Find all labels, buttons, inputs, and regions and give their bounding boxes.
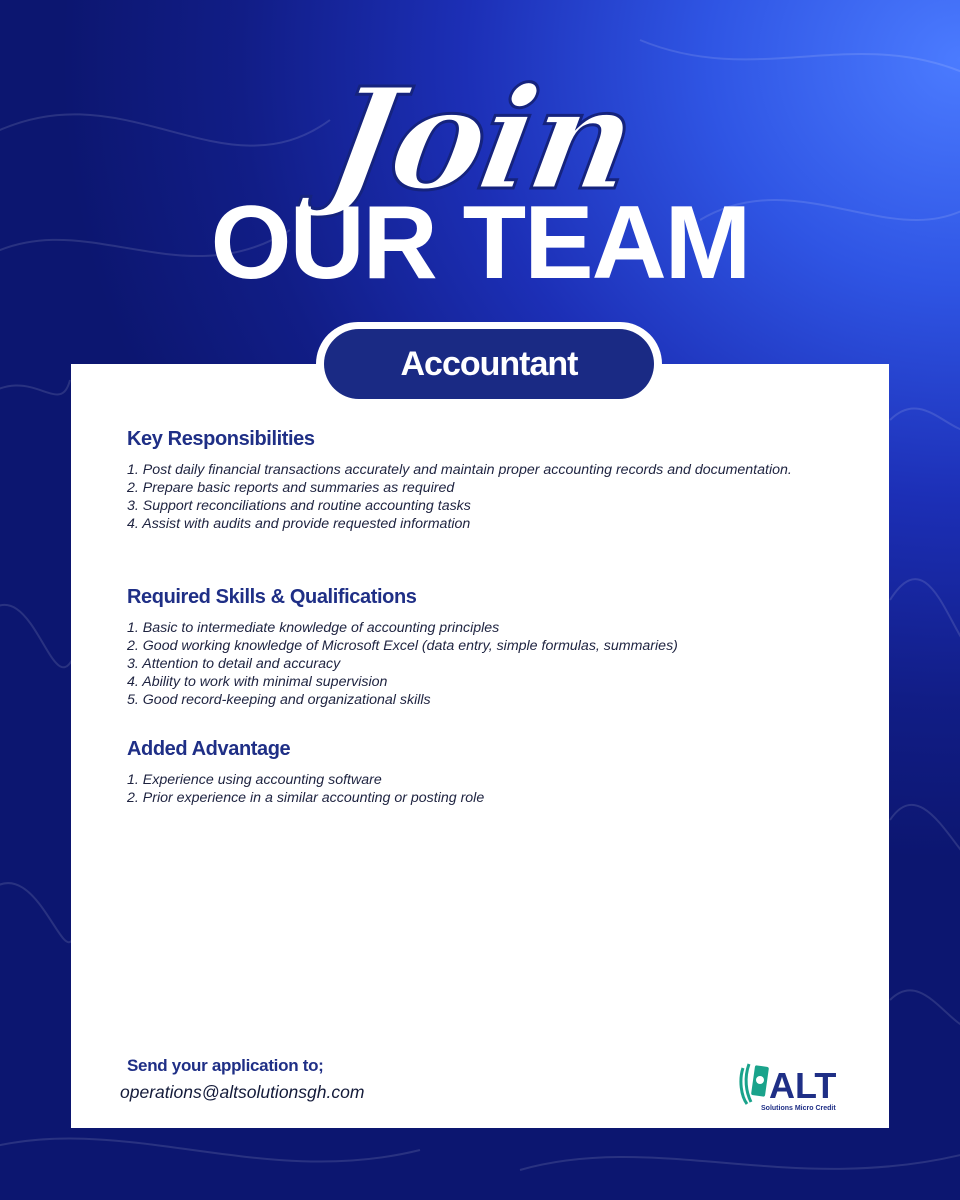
list-item: 1. Post daily financial transactions accurately and maintain proper accounting records and documentation. [127,462,792,478]
key-responsibilities-list [127,461,847,533]
list-item: 1. Experience using accounting software [127,772,382,788]
logo-wordmark: ALT [769,1065,837,1106]
list-item: 2. Prepare basic reports and summaries as required [127,480,455,496]
alt-logo [739,1058,845,1112]
logo-tagline: Solutions Micro Credit [761,1105,836,1112]
list-item: 1. Basic to intermediate knowledge of accounting principles [127,620,500,636]
money-icon [741,1064,769,1104]
list-item: 2. Good working knowledge of Microsoft Excel (data entry, simple formulas, summaries) [127,638,678,654]
list-item: 4. Assist with audits and provide requested information [127,516,471,532]
our-team-title: OUR TEAM [210,185,750,301]
list-item: 4. Ability to work with minimal supervision [127,674,388,690]
list-item: 5. Good record-keeping and organizational skills [127,692,431,708]
required-skills-section [127,586,847,709]
join-script-title: Join [316,58,644,222]
send-application-label: Send your application to; [127,1056,324,1075]
key-responsibilities-heading: Key Responsibilities [127,428,315,450]
required-skills-heading: Required Skills & Qualifications [127,586,417,608]
added-advantage-list [127,771,847,807]
added-advantage-section [127,738,847,807]
list-item: 3. Support reconciliations and routine accounting tasks [127,498,471,514]
required-skills-list [127,619,847,709]
list-item: 3. Attention to detail and accuracy [127,656,341,672]
added-advantage-heading: Added Advantage [127,738,291,760]
list-item: 2. Prior experience in a similar accounting or posting role [127,790,485,806]
position-title-pill: Accountant [324,329,654,399]
job-details-card [71,364,889,1128]
application-email-link[interactable]: operations@altsolutionsgh.com [120,1082,365,1102]
key-responsibilities-section [127,428,847,533]
